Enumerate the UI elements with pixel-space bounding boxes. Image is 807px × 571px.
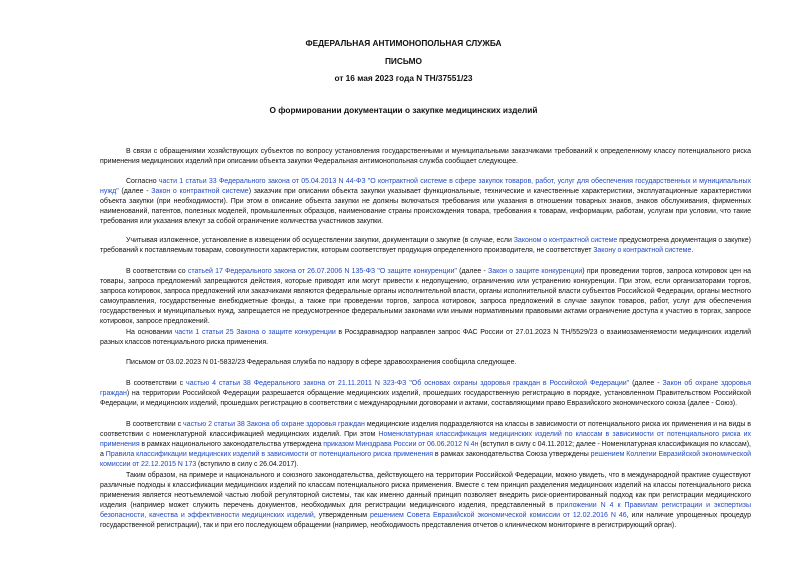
paragraph-text: В соответствии с	[126, 380, 187, 387]
paragraph-text: , или наличие упрощенных процедур государственной регистрации), так и при его последующем обращении (например, необходимость представления отчетов о клиническом мониторинге в регистрирующий орган).	[100, 512, 751, 529]
link-minzdrav-order-4n[interactable]: приказом Минздрава России от 06.06.2012 N 4н	[323, 441, 479, 448]
document-date-number: от 16 мая 2023 года N ТН/37551/23	[334, 73, 473, 83]
link-contract-system-law[interactable]: Закон о контрактной системе	[151, 188, 249, 195]
paragraph-4	[100, 267, 751, 327]
paragraph-text: предусмотрена документация о закупке) требований к поставляемым товарам, совокупности характеристик, которым соответствует продукция определенного производителя, не соответствует	[100, 237, 751, 254]
paragraph-text: В связи с обращениями хозяйствующих субъектов по вопросу установления государственными и муниципальными заказчиками требований к определенному классу потенциального риска применения медицинских изделий при описании объекта закупки Федеральная антимонопольная служба сообщает следующее.	[100, 148, 751, 165]
link-nomenclature-classification[interactable]: Номенклатурная классификация медицинских изделий по классам в зависимости от потенциального риска их применения	[100, 431, 752, 448]
document-subject: О формировании документации о закупке медицинских изделий	[269, 105, 538, 115]
link-appendix-4-registration-rules[interactable]: приложении N 4 к Правилам регистрации и экспертизы безопасности, качества и эффективности медицинских изделий	[100, 502, 751, 519]
link-contract-system-law[interactable]: Законом о контрактной системе	[513, 237, 618, 244]
paragraph-3	[100, 236, 751, 256]
paragraph-text: (вступило в силу с 26.04.2017).	[196, 461, 299, 468]
paragraph-text: медицинские изделия подразделяются на классы в зависимости от потенциального риска их применения и на виды в соответствии с номенклатурной классификацией медицинских изделий. При этом	[100, 421, 751, 438]
paragraph-text: в рамках законодательства Союза утверждены	[433, 451, 591, 458]
link-eec-council-decision-46[interactable]: решением Совета Евразийской экономической комиссии от 12.02.2016 N 46	[370, 512, 627, 519]
link-health-law-article-38-part-2[interactable]: частью 2 статьи 38 Закона об охране здоровья граждан	[183, 421, 365, 428]
paragraph-text: В соответствии с	[126, 421, 184, 428]
link-44fz-article-33[interactable]: части 1 статьи 33 Федерального закона от 05.04.2013 N 44-ФЗ "О контрактной системе в сфере закупок товаров, работ, услуг для обеспечения государственных и муниципальных нужд"	[100, 178, 751, 195]
paragraph-text: В соответствии со	[126, 268, 188, 275]
paragraph-text: Учитывая изложенное, установление в извещении об осуществлении закупки, документации о закупке (в случае, если	[126, 237, 514, 244]
paragraph-5	[100, 328, 751, 348]
paragraph-text: Согласно	[126, 178, 159, 185]
link-health-protection-law[interactable]: Закон об охране здоровья граждан	[100, 380, 751, 397]
paragraph-text: (вступил в силу с 04.11.2012; далее - Номенклатурная классификация по классам), а	[100, 441, 751, 458]
link-135fz-article-17[interactable]: статьей 17 Федерального закона от 26.07.2006 N 135-ФЗ "О защите конкуренции"	[187, 268, 457, 275]
paragraph-text: На основании	[126, 329, 175, 336]
link-competition-law[interactable]: Закон о защите конкуренции	[488, 268, 583, 275]
link-competition-law-article-25[interactable]: части 1 статьи 25 Закона о защите конкуренции	[174, 329, 336, 336]
paragraph-6	[100, 358, 751, 368]
paragraph-text: Письмом от 03.02.2023 N 01-5832/23 Федеральная служба по надзору в сфере здравоохранения сообщила следующее.	[126, 359, 517, 366]
paragraph-9	[100, 471, 751, 531]
paragraph-text: ) при проведении торгов, запроса котировок цен на товары, запроса предложений запрещаются действия, которые приводят или могут привести к недопущению, ограничению или устранению конкуренции. При этом, если организаторами торгов, запроса котировок, запроса предложений или заказчиками являются федеральные органы исполнительной власти, органы исполнительной власти субъектов Российской Федерации, органы местного самоуправления, государственные внебюджетные фонды, а также при проведении торгов, запроса котировок, запроса предложений в случае закупок товаров, работ, услуг для обеспечения государственных и муниципальных нужд, запрещается не предусмотренное федеральными законами или иными нормативными правовыми актами ограничение доступа к участию в торгах, запросе котировок, запросе предложений.	[100, 268, 752, 325]
paragraph-text: (далее -	[629, 380, 663, 387]
link-323fz-article-38[interactable]: частью 4 статьи 38 Федерального закона от 21.11.2011 N 323-ФЗ "Об основах охраны здоровья граждан в Российской Федерации"	[186, 380, 630, 387]
paragraph-7	[100, 379, 751, 409]
paragraph-text: в Росздравнадзор направлен запрос ФАС России от 27.01.2023 N ТН/5529/23 о взаимозаменяемости медицинских изделий разных классов потенциального риска применения.	[100, 329, 751, 346]
document-type: ПИСЬМО	[384, 56, 423, 66]
paragraph-text: ) заказчик при описании объекта закупки указывает функциональные, технические и качественные характеристики, эксплуатационные характеристики объекта закупки (при необходимости). При этом в описание объекта закупки не должны включаться требования или указания в отношении товарных знаков, знаков обслуживания, фирменных наименований, патентов, полезных моделей, промышленных образцов, наименование страны происхождения товара, требования к товарам, информации, работам, услугам при условии, что такие требования или указания влекут за собой ограничение количества участников закупки.	[100, 188, 751, 225]
paragraph-text: (далее -	[118, 188, 152, 195]
paragraph-text: в рамках национального законодательства утверждена	[139, 441, 324, 448]
link-classification-rules[interactable]: Правила классификации медицинских изделий в зависимости от потенциального риска применения	[105, 451, 434, 458]
paragraph-2	[100, 177, 751, 227]
paragraph-text: , утвержденным	[313, 512, 371, 519]
link-contract-system-law[interactable]: Закону о контрактной системе	[593, 247, 692, 254]
paragraph-text: .	[691, 247, 694, 254]
paragraph-text: Таким образом, на примере и национального и союзного законодательства, действующего на территории Российской Федерации, можно увидеть, что в международной практике существуют различные подходы к классификации медицинских изделий по классам потенциального риска применения. Вместе с тем принцип разделения медицинских изделий на классы потенциального риска применения является неотъемлемой частью любой регуляторной системы, так как именно данный принцип позволяет внедрить риск-ориентированный подход как при регистрации медицинского изделия (например может служить перечень документов, необходимых для регистрации медицинского изделия, представленный в	[100, 472, 751, 509]
paragraph-text: (далее -	[456, 268, 489, 275]
link-eec-decision-173[interactable]: решением Коллегии Евразийской экономической комиссии от 22.12.2015 N 173	[100, 451, 751, 468]
agency-title: ФЕДЕРАЛЬНАЯ АНТИМОНОПОЛЬНАЯ СЛУЖБА	[305, 38, 502, 48]
paragraph-8	[100, 420, 751, 470]
paragraph-text: ) на территории Российской Федерации разрешается обращение медицинских изделий, прошедших государственную регистрацию в порядке, установленном Правительством Российской Федерации, и медицинских изделий, прошедших регистрацию в соответствии с международными договорами и актами, составляющими право Евразийского экономического союза (далее - Союз).	[100, 390, 751, 407]
paragraph-1	[100, 147, 751, 167]
